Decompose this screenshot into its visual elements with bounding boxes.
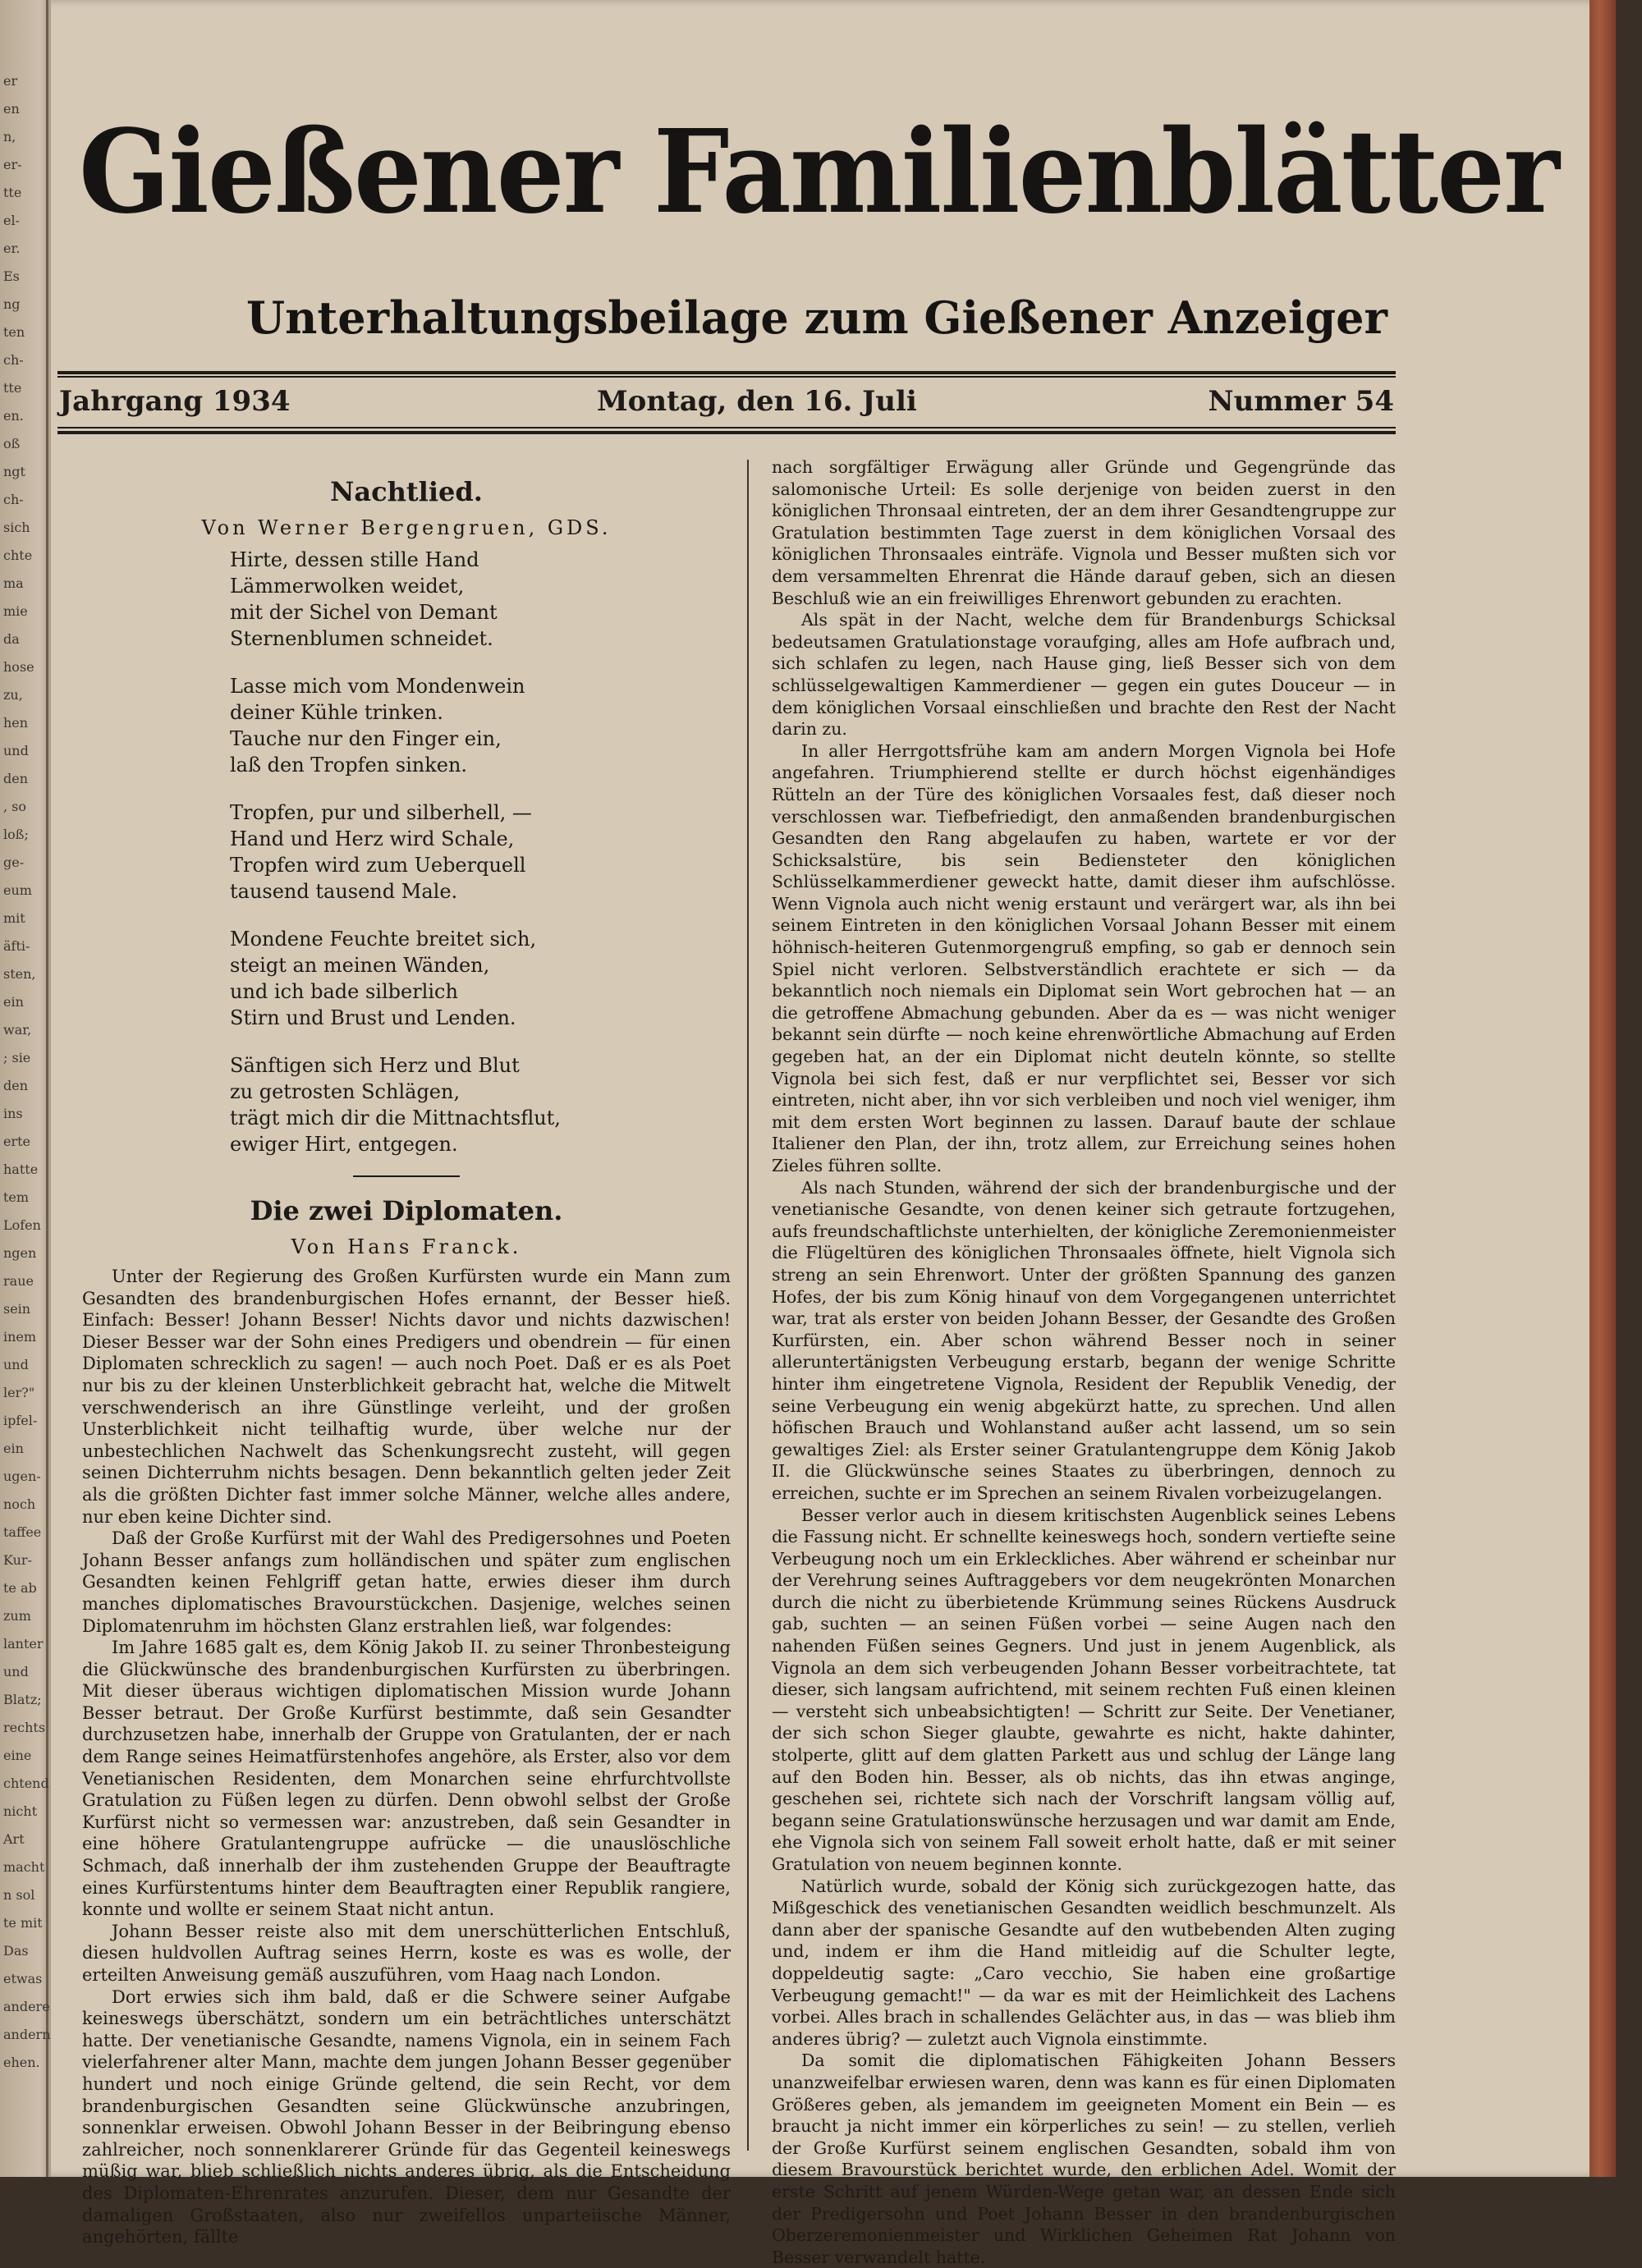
gutter-fragment: andere (3, 1999, 50, 2014)
poem-line: Mondene Feuchte breitet sich, (230, 928, 537, 951)
gutter-fragment: ehen. (3, 2055, 40, 2070)
gutter-fragment: den (3, 771, 29, 786)
section-separator (353, 1175, 460, 1177)
poem-line: Hand und Herz wird Schale, (230, 827, 515, 850)
masthead-rule-bottom-thin (57, 427, 1396, 428)
gutter-column-rule (46, 0, 48, 2177)
gutter-fragment: hen (3, 715, 29, 731)
gutter-fragment: loß; (3, 827, 29, 842)
date-bar (59, 379, 1394, 424)
gutter-fragment: sten, (3, 966, 36, 982)
gutter-fragment: und (3, 1664, 29, 1679)
story-text-left (82, 1266, 731, 2248)
story-text-right (772, 456, 1396, 2268)
story-paragraph: Unter der Regierung des Großen Kurfürsten wurde ein Mann zum Gesandten des brandenburgischen Hofes ernannt, der Besser hieß. Einfach: Besser! Johann Besser! Nichts davor und nichts dazwischen! Dieser Besser war der Sohn eines Predigers und obendrein — für einen Diplomaten schrecklich zu sagen! — auch noch Poet. Daß er es als Poet nur bis zu der kleinen Unsterblichkeit gebracht hat, welche die Mitwelt verschwenderisch an ihre Günstlinge verleiht, und der großen Unsterblichkeit nicht teilhaftig wurde, über welche nur der unbestechlichen Nachwelt das Schenkungsrecht zusteht, will gegen seinen Dichterruhm nichts besagen. Denn bekanntlich gelten jeder Zeit als die größten Dichter fast immer solche Männer, welche alles andere, nur eben keine Dichter sind. (82, 1267, 731, 1527)
gutter-fragment: noch (3, 1496, 36, 1512)
gutter-fragment: und (3, 1357, 29, 1372)
issue-number: Nummer 54 (1208, 385, 1394, 418)
gutter-fragment: er (3, 73, 18, 89)
story-paragraph: Besser verlor auch in diesem kritischsten Augenblick seines Lebens die Fassung nicht. Er schnellte keineswegs hoch, sondern vertiefte seine Verbeugung noch um ein Erkleckliches. Aber während er scheinbar nur der Verehrung seines Auftraggebers vor dem neugekrönten Monarchen durch die nicht zu überbietende Krümmung seines Rückens Ausdruck gab, suchten — an seinen Füßen vorbei — seine Augen nach den nahenden Füßen seines Gegners. Und just in jenem Augenblick, als Vignola an dem sich verbeugenden Johann Besser vorbeitrachtete, tat dieser, sich langsam aufrichtend, mit seinem rechten Fuß einen kleinen — versteht sich unbeabsichtigten! — Schritt zur Seite. Der Venetianer, der sich schon Sieger glaubte, gewahrte es nicht, hakte dahinter, stolperte, glitt auf dem glatten Parkett aus und schlug der Länge lang auf den Boden hin. Besser, als ob nichts, das ihn etwas anginge, geschehen sei, richtete sich nach der Vorschrift langsam völlig auf, begann seine Gratulationswünsche herzusagen und war damit am Ende, ehe Vignola sich von seinem Fall soweit erholt hatte, daß er mit seiner Gratulation von neuem beginnen konnte. (772, 1505, 1396, 1874)
gutter-fragment: raue (3, 1273, 34, 1289)
gutter-fragment: taffee (3, 1524, 42, 1540)
gutter-fragment: ein (3, 994, 24, 1010)
gutter-fragment: Blatz; (3, 1692, 42, 1707)
gutter-fragment: den (3, 1078, 29, 1093)
gutter-fragment: ng (3, 296, 21, 312)
poem-stanza (230, 673, 731, 778)
gutter-fragment: en. (3, 408, 24, 424)
gutter-fragment: chte (3, 548, 33, 563)
poem-body (82, 547, 731, 1157)
gutter-fragment: chtend (3, 1775, 49, 1791)
gutter-fragment: Es (3, 268, 20, 284)
gutter-fragment: er. (3, 241, 21, 256)
poem-line: Tropfen wird zum Ueberquell (230, 854, 526, 877)
poem-line: Tropfen, pur und silberhell, — (230, 801, 532, 824)
poem-line: mit der Sichel von Demant (230, 601, 498, 624)
column-divider (747, 460, 749, 2151)
gutter-fragment: zum (3, 1608, 31, 1624)
story-paragraph: nach sorgfältiger Erwägung aller Gründe und Gegengründe das salomonische Urteil: Es solle derjenige von beiden zuerst in den königlichen Thronsaal eintreten, der an dem ihrer Gesandtengruppe zur Gratulation bestimmten Tage zuerst in dem königlichen Vorsaal des königlichen Thronsaales einträfe. Vignola und Besser mußten sich vor dem versammelten Ehrenrat die Hände darauf geben, sich an diesen Beschluß wie an ein freiwilliges Ehrenwort gebunden zu erachten. (772, 457, 1396, 608)
gutter-fragment: mie (3, 603, 28, 619)
story-paragraph: Als spät in der Nacht, welche dem für Brandenburgs Schicksal bedeutsamen Gratulationstage voraufging, alles am Hofe aufbrach und, sich schlafen zu legen, nach Hause ging, ließ Besser sich von dem schlüsselgewaltigen Kammerdiener — gegen ein gutes Douceur — in dem königlichen Vorsaal einschließen und brachte den Rest der Nacht darin zu. (772, 610, 1396, 740)
poem-line: zu getrosten Schlägen, (230, 1080, 461, 1103)
volume-label: Jahrgang 1934 (59, 385, 291, 418)
gutter-fragment: hose (3, 659, 34, 675)
masthead-title: Gießener Familienblätter (79, 105, 1558, 240)
story-paragraph: Als nach Stunden, während der sich der brandenburgische und der venetianische Gesandte, von denen keiner sich getraute fortzugehen, aufs freundschaftlichste unterhielten, der königliche Zeremonienmeister die Flügeltüren des königlichen Thronsaales öffnete, hielt Vignola sich streng an sein Ehrenwort. Unter der größten Spannung des ganzen Hofes, der bis zum König hinauf von dem Vorgegangenen unterrichtet war, trat als erster von beiden Johann Besser, der Gesandte des Großen Kurfürsten, ein. Aber schon während Besser noch in seiner alleruntertänigsten Verbeugung erstarb, begann der wenige Schritte hinter ihm eingetretene Vignola, Resident der Republik Venedig, der seine Verbeugung ein wenig abgekürzt hatte, zu sprechen. Und allen höfischen Brauch und Wohlanstand außer acht lassend, um so sein gewaltiges Ziel: als Erster seiner Gratulantengruppe dem König Jakob II. die Glückwünsche seines Staates zu überbringen, dennoch zu erreichen, suchte er im Sprechen an seinem Rivalen vorbeizugelangen. (772, 1177, 1396, 1503)
poem-line: trägt mich dir die Mittnachtsflut, (230, 1107, 561, 1129)
gutter-fragment: ngt (3, 464, 25, 479)
gutter-fragment: eine (3, 1748, 32, 1763)
gutter-fragment: war, (3, 1022, 32, 1038)
gutter-fragment: nicht (3, 1803, 38, 1819)
gutter-fragment: erte (3, 1134, 31, 1149)
gutter-fragment: ma (3, 575, 24, 591)
poem-stanza (230, 547, 731, 652)
gutter-fragment: el- (3, 213, 20, 228)
gutter-fragment: Lofen (3, 1217, 41, 1233)
gutter-fragment: da (3, 631, 20, 647)
left-column (82, 456, 731, 2248)
poem-line: tausend tausend Male. (230, 880, 458, 903)
story-paragraph: Johann Besser reiste also mit dem unerschütterlichen Entschluß, diesen huldvollen Auftrag seines Herrn, koste es was es wolle, der erteilten Anweisung gemäß auszuführen, vom Haag nach London. (82, 1921, 731, 1985)
poem-line: steigt an meinen Wänden, (230, 954, 490, 977)
masthead-rule-bottom (57, 431, 1396, 434)
gutter-fragment: , so (3, 799, 27, 814)
story-paragraph: In aller Herrgottsfrühe kam am andern Morgen Vignola bei Hofe angefahren. Triumphierend stellte er durch höchst eigenhändiges Rütteln an der Türe des königlichen Vorsaales fest, daß dieser noch verschlossen war. Tiefbefriedigt, den anmaßenden brandenburgischen Gesandten den Rang abgelaufen zu haben, wartete er vor der Schicksalstüre, bis sein Bediensteter den königlichen Schlüsselkammerdiener geweckt hatte, damit dieser ihm aufschlösse. Wenn Vignola auch nicht wenig erstaunt und verärgert war, als ihn bei seinem Eintreten in den königlichen Vorsaal Johann Besser mit einem höhnisch-heiteren Gutenmorgengruß empfing, so gab er dennoch sein Spiel nicht verloren. Selbstverständlich erachtete er sich — da bekanntlich noch niemals ein Diplomat sein Wort gebrochen hat — an die getroffene Abmachung gebunden. Aber da es — was nicht weniger bekannt sein dürfte — noch keine ehrenwörtliche Abmachung auf Erden gegeben hat, an der ein Diplomat nicht deuteln könnte, so stellte Vignola bei sich fest, daß er nur verpflichtet sei, Besser vor sich eintreten, nicht aber, ihn vor sich verbleiben und noch viel weniger, ihm mit dem ersten Wort beginnen zu lassen. Darauf baute der schlaue Italiener den Plan, der ihn, trotz allem, zur Erreichung seines hohen Zieles führen sollte. (772, 740, 1396, 1175)
poem-line: Lämmerwolken weidet, (230, 575, 465, 598)
poem-line: und ich bade silberlich (230, 980, 458, 1003)
gutter-fragment: oß (3, 436, 21, 451)
gutter-fragment: n sol (3, 1887, 35, 1903)
gutter-fragment: hatte (3, 1161, 39, 1177)
gutter-fragment: ngen (3, 1245, 37, 1261)
gutter-fragment: ein (3, 1441, 24, 1456)
gutter-fragment: inem (3, 1329, 37, 1345)
poem-title: Nachtlied. (330, 476, 483, 507)
poem-stanza (230, 926, 731, 1031)
gutter-fragment: Kur- (3, 1552, 32, 1568)
gutter-fragment: ; sie (3, 1050, 31, 1065)
poem-line: Hirte, dessen stille Hand (230, 548, 479, 571)
story-paragraph: Im Jahre 1685 galt es, dem König Jakob II. zu seiner Thronbesteigung die Glückwünsche des brandenburgischen Kurfürsten zu überbringen. Mit dieser überaus wichtigen diplomatischen Mission wurde Johann Besser betraut. Der Große Kurfürst bestimmte, daß sein Gesandter durchzusetzen habe, innerhalb der Gruppe von Gratulanten, der er nach dem Range seines Heimatfürstenhofes angehöre, als Erster, also vor dem Venetianischen Residenten, dem Monarchen seine ehrfurchtvollste Gratulation zu Füßen legen zu dürfen. Denn obwohl selbst der Große Kurfürst nicht so vermessen war: anzustreben, daß sein Gesandter in eine höhere Gratulantengruppe aufrücke — die unauslöschliche Schmach, daß innerhalb der ihm zustehenden Gruppe der Beauftragte eines Kurfürstentums hinter dem Beauftragten einer Republik rangiere, konnte und wollte er seinem Staat nicht antun. (82, 1638, 731, 1920)
poem-line: laß den Tropfen sinken. (230, 754, 468, 777)
gutter-fragment: eum (3, 882, 32, 898)
gutter-fragment: ins (3, 1106, 23, 1121)
gutter-fragment: und (3, 743, 29, 758)
gutter-fragment: sein (3, 1301, 31, 1317)
story-paragraph: Dort erwies sich ihm bald, daß er die Schwere seiner Aufgabe keineswegs überschätzt, sondern um ein beträchtliches unterschätzt hatte. Der venetianische Gesandte, namens Vignola, ein in seinem Fach vielerfahrener alter Mann, machte dem jungen Johann Besser gegenüber hundert und noch einige Gründe geltend, die sein Recht, vor dem brandenburgischen Gesandten seine Glückwünsche anzubringen, sonnenklar erweisen. Obwohl Johann Besser in der Beibringung ebenso zahlreicher, noch sonnenklarerer Gründe für das Gegenteil keineswegs müßig war, blieb schließlich nichts anderes übrig, als die Entscheidung des Diplomaten-Ehrenrates anzurufen. Dieser, dem nur Gesandte der damaligen Großstaaten, also nur zweifellos unparteiische Männer, angehörten, fällte (82, 1986, 731, 2247)
poem-line: Tauche nur den Finger ein, (230, 727, 502, 750)
gutter-fragment: mit (3, 910, 25, 926)
poem-line: Stirn und Brust und Lenden. (230, 1006, 516, 1029)
story-title: Die zwei Diplomaten. (250, 1195, 563, 1226)
gutter-fragment: macht (3, 1859, 45, 1875)
gutter-fragment: tte (3, 185, 22, 200)
story-paragraph: Da somit die diplomatischen Fähigkeiten Johann Bessers unanzweifelbar erwiesen waren, denn was kann es für einen Diplomaten Größeres geben, als jemandem im geeigneten Moment ein Bein — es braucht ja nicht immer ein körperliches zu sein! — zu stellen, verlieh der Große Kurfürst seinem englischen Gesandten, sobald ihm von diesem Bravourstück berichtet wurde, den erblichen Adel. Womit der erste Schritt auf jenem Würden-Wege getan war, an dessen Ende sich der Predigersohn und Poet Johann Besser in den brandenburgischen Oberzeremonienmeister und Wirklichen Geheimen Rat Johann von Besser verwandelt hatte. (772, 2050, 1396, 2267)
gutter-fragment: tte (3, 380, 22, 396)
masthead-rule-top-thin (57, 376, 1396, 378)
poem-line: Sänftigen sich Herz und Blut (230, 1054, 520, 1077)
masthead-subtitle: Unterhaltungsbeilage zum Gießener Anzeiger (246, 291, 1387, 344)
gutter-fragment: lanter (3, 1636, 44, 1652)
poem-byline: Von Werner Bergengruen, GDS. (201, 516, 612, 539)
story-paragraph: Daß der Große Kurfürst mit der Wahl des Predigersohnes und Poeten Johann Besser anfangs zum holländischen und später zum englischen Gesandten keinen Fehlgriff getan hatte, erwies dieser ihm durch manches diplomatisches Bravourstückchen. Dasjenige, welches seinen Diplomatenruhm im höchsten Glanz erstrahlen ließ, war folgendes: (82, 1528, 731, 1636)
gutter-fragment: Art (3, 1831, 25, 1847)
binding-spine (1589, 0, 1616, 2177)
poem-line: Sternenblumen schneidet. (230, 627, 493, 650)
gutter-fragment: te mit (3, 1915, 43, 1931)
gutter-fragment: ch- (3, 352, 24, 368)
gutter-fragment: Das (3, 1943, 29, 1959)
poem-line: deiner Kühle trinken. (230, 701, 443, 724)
issue-date: Montag, den 16. Juli (597, 385, 917, 418)
story-paragraph: Natürlich wurde, sobald der König sich zurückgezogen hatte, das Mißgeschick des venetianischen Gesandten weidlich beschmunzelt. Als dann aber der spanische Gesandte auf den wutbebenden Alten zuging und, indem er ihm die Hand mitleidig auf die Schulter legte, doppeldeutig sagte: „Caro vecchio, Sie haben eine großartige Verbeugung gemacht!" — da war es mit der Heimlichkeit des Lachens vorbei. Alles brach in schallendes Gelächter aus, in das — was blieb ihm anderes übrig? — zuletzt auch Vignola einstimmte. (772, 1876, 1396, 2049)
gutter-fragment: sich (3, 520, 30, 535)
gutter-fragment: tem (3, 1189, 30, 1205)
gutter-fragment: te ab (3, 1580, 37, 1596)
gutter-fragment: en (3, 101, 20, 117)
poem-line: ewiger Hirt, entgegen. (230, 1133, 458, 1156)
gutter-fragment: rechts (3, 1720, 46, 1735)
gutter-fragment: andern (3, 2027, 51, 2042)
adjacent-page-gutter (0, 0, 51, 2177)
story-byline: Von Hans Franck. (291, 1235, 522, 1258)
gutter-fragment: ge- (3, 855, 25, 870)
gutter-fragment: er- (3, 157, 22, 172)
gutter-fragment: ch- (3, 492, 24, 507)
gutter-fragment: ipfel- (3, 1413, 38, 1428)
gutter-fragment: ten (3, 324, 25, 340)
gutter-fragment: ler?" (3, 1385, 35, 1400)
masthead-rule-top (57, 371, 1396, 374)
gutter-fragment: äfti- (3, 938, 30, 954)
gutter-fragment: n, (3, 129, 16, 144)
gutter-fragment: ugen- (3, 1468, 41, 1484)
poem-stanza (230, 1052, 731, 1157)
right-column (772, 456, 1396, 2268)
gutter-fragment: zu, (3, 687, 23, 703)
poem-line: Lasse mich vom Mondenwein (230, 675, 525, 698)
poem-stanza (230, 800, 731, 905)
gutter-fragment: etwas (3, 1971, 43, 1986)
